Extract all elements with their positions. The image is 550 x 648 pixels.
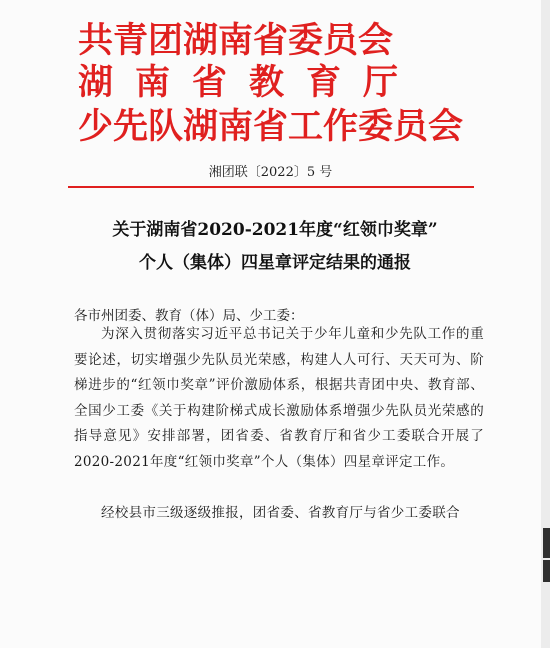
scan-edge-mark: [543, 560, 550, 582]
document-title-line-1: 关于湖南省2020-2021年度“红领巾奖章”: [112, 220, 438, 240]
issuer-line-1: 共青团湖南省委员会: [78, 20, 394, 61]
body-paragraph-2: 经校县市三级逐级推报，团省委、省教育厅与省少工委联合: [101, 505, 460, 521]
body-paragraph-1: 为深入贯彻落实习近平总书记关于少年儿童和少先队工作的重要论述，切实增强少先队员光荣感，构建人人可行、天天可为、阶梯进步的“红领巾奖章”评价激励体系，根据共青团中央、教育部、全国少工委《关于构建阶梯式成长激励体系增强少先队员光荣感的指导意见》安排部署，团省委、省教育厅和省少工委联合开展了2020-2021年度“红领巾奖章”个人（集体）四星章评定工作。: [74, 326, 484, 470]
document-title-line-2: 个人（集体）四星章评定结果的通报: [139, 253, 411, 273]
issuer-line-2: 湖南省教育厅: [78, 62, 421, 103]
scan-edge-strip: [541, 0, 550, 648]
issuer-line-3: 少先队湖南省工作委员会: [78, 106, 464, 147]
red-divider: [68, 186, 474, 188]
document-number: 湘团联〔2022〕5 号: [208, 165, 333, 180]
salutation: 各市州团委、教育（体）局、少工委：: [74, 308, 304, 324]
scan-edge-mark: [543, 528, 550, 558]
